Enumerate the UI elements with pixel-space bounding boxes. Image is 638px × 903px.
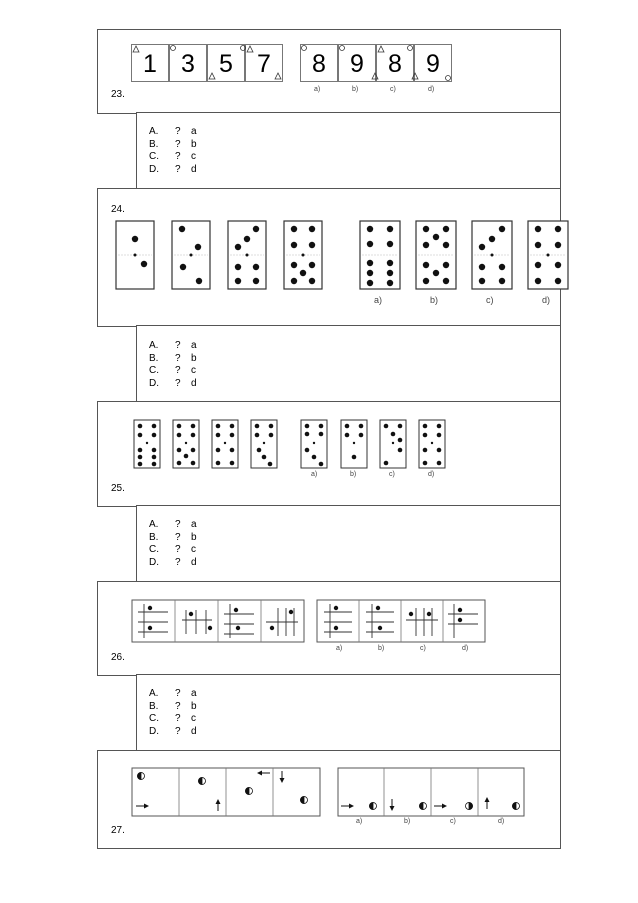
answer-letter: B. bbox=[149, 700, 159, 712]
answer-row-b[interactable] bbox=[149, 353, 201, 366]
answer-letter: B. bbox=[149, 352, 159, 364]
answer-letter: C. bbox=[149, 151, 159, 162]
q23-label-b: b) bbox=[352, 86, 359, 93]
question-24-box bbox=[97, 188, 561, 327]
question-number: 23. bbox=[111, 89, 125, 100]
answer-row-d[interactable] bbox=[149, 164, 201, 177]
answer-row-c[interactable] bbox=[149, 544, 201, 557]
answer-letter: C. bbox=[149, 544, 159, 555]
answer-row-b[interactable] bbox=[149, 532, 201, 545]
q27-label-b: b) bbox=[404, 818, 411, 825]
answer-options bbox=[149, 688, 201, 738]
question-27-box bbox=[97, 750, 561, 849]
answer-row-d[interactable] bbox=[149, 726, 201, 739]
q24-label-d: d) bbox=[542, 295, 551, 305]
answer-letter: A. bbox=[149, 340, 159, 351]
answer-mark: ? bbox=[175, 352, 181, 364]
q26-label-c: c) bbox=[420, 645, 426, 652]
answer-value: a bbox=[191, 126, 197, 137]
q23-option-a[interactable]: 8 bbox=[300, 44, 338, 82]
answer-letter: D. bbox=[149, 377, 159, 389]
q23-digit: 7 bbox=[245, 44, 283, 82]
answer-mark: ? bbox=[175, 377, 181, 389]
answer-letter: D. bbox=[149, 725, 159, 737]
answer-letter: B. bbox=[149, 531, 159, 543]
question-number: 27. bbox=[111, 825, 125, 836]
q26-label-d: d) bbox=[462, 645, 469, 652]
answer-letter: A. bbox=[149, 519, 159, 530]
q25-label-b: b) bbox=[350, 471, 357, 478]
answer-mark: ? bbox=[175, 531, 181, 543]
q25-label-c: c) bbox=[389, 471, 395, 478]
answer-value: a bbox=[191, 519, 197, 530]
q25-label-d: d) bbox=[428, 471, 435, 478]
question-number: 24. bbox=[111, 204, 125, 215]
answer-value: d bbox=[191, 377, 197, 389]
q26-label-a: a) bbox=[336, 645, 343, 652]
answer-value: d bbox=[191, 725, 197, 737]
q24-domino-figure bbox=[98, 189, 560, 326]
answer-mark: ? bbox=[175, 151, 181, 162]
answer-row-a[interactable] bbox=[149, 519, 201, 532]
q23-corner-marks bbox=[131, 44, 283, 82]
q23-digit: 3 bbox=[169, 44, 207, 82]
answer-row-a[interactable] bbox=[149, 340, 201, 353]
question-26-box bbox=[97, 581, 561, 676]
question-23-box bbox=[97, 29, 561, 114]
answer-options bbox=[149, 126, 201, 176]
answer-row-c[interactable] bbox=[149, 365, 201, 378]
answer-row-c[interactable] bbox=[149, 151, 201, 164]
answer-letter: D. bbox=[149, 556, 159, 568]
answer-letter: A. bbox=[149, 126, 159, 137]
question-number: 25. bbox=[111, 483, 125, 494]
q23-label-c: c) bbox=[390, 86, 396, 93]
answer-value: c bbox=[191, 151, 196, 162]
answer-value: d bbox=[191, 556, 197, 568]
q26-line-pattern-figure bbox=[98, 582, 560, 675]
answer-row-a[interactable] bbox=[149, 688, 201, 701]
q27-label-d: d) bbox=[498, 818, 505, 825]
answer-value: c bbox=[191, 713, 196, 724]
answer-mark: ? bbox=[175, 544, 181, 555]
answer-mark: ? bbox=[175, 556, 181, 568]
q23-label-a: a) bbox=[314, 86, 321, 93]
q23-digit: 5 bbox=[207, 44, 245, 82]
answer-options bbox=[149, 340, 201, 390]
question-number: 26. bbox=[111, 652, 125, 663]
answer-box-24 bbox=[136, 325, 561, 403]
answer-mark: ? bbox=[175, 713, 181, 724]
q26-label-b: b) bbox=[378, 645, 385, 652]
answer-letter: B. bbox=[149, 138, 159, 150]
answer-box-26 bbox=[136, 674, 561, 752]
answer-value: a bbox=[191, 340, 197, 351]
answer-mark: ? bbox=[175, 138, 181, 150]
answer-value: c bbox=[191, 365, 196, 376]
q27-arrow-circle-figure bbox=[98, 751, 560, 848]
answer-row-c[interactable] bbox=[149, 713, 201, 726]
q23-option-d[interactable]: 9 bbox=[414, 44, 452, 82]
answer-value: b bbox=[191, 700, 197, 712]
q25-label-a: a) bbox=[311, 471, 318, 478]
answer-value: b bbox=[191, 531, 197, 543]
q24-label-a: a) bbox=[374, 295, 383, 305]
answer-mark: ? bbox=[175, 688, 181, 699]
answer-value: d bbox=[191, 163, 197, 175]
answer-mark: ? bbox=[175, 700, 181, 712]
question-25-box bbox=[97, 401, 561, 507]
answer-row-d[interactable] bbox=[149, 557, 201, 570]
q23-digit: 1 bbox=[131, 44, 169, 82]
q23-label-d: d) bbox=[428, 86, 435, 93]
answer-value: b bbox=[191, 138, 197, 150]
q23-option-corner-marks bbox=[300, 44, 452, 82]
answer-mark: ? bbox=[175, 126, 181, 137]
answer-mark: ? bbox=[175, 340, 181, 351]
answer-row-d[interactable] bbox=[149, 378, 201, 391]
answer-box-25 bbox=[136, 505, 561, 583]
answer-row-b[interactable] bbox=[149, 701, 201, 714]
q27-label-a: a) bbox=[356, 818, 363, 825]
q23-options bbox=[300, 44, 452, 93]
q23-option-c[interactable]: 8 bbox=[376, 44, 414, 82]
q24-label-b: b) bbox=[430, 295, 439, 305]
q23-option-b[interactable]: 9 bbox=[338, 44, 376, 82]
answer-mark: ? bbox=[175, 519, 181, 530]
answer-letter: A. bbox=[149, 688, 159, 699]
answer-row-b[interactable] bbox=[149, 139, 201, 152]
answer-mark: ? bbox=[175, 163, 181, 175]
answer-mark: ? bbox=[175, 365, 181, 376]
answer-value: c bbox=[191, 544, 196, 555]
answer-value: b bbox=[191, 352, 197, 364]
answer-letter: D. bbox=[149, 163, 159, 175]
answer-box-23 bbox=[136, 112, 561, 190]
answer-value: a bbox=[191, 688, 197, 699]
answer-options bbox=[149, 519, 201, 569]
answer-mark: ? bbox=[175, 725, 181, 737]
q23-sequence bbox=[131, 44, 283, 82]
q27-label-c: c) bbox=[450, 818, 456, 825]
answer-letter: C. bbox=[149, 713, 159, 724]
answer-letter: C. bbox=[149, 365, 159, 376]
q25-domino-figure bbox=[98, 402, 560, 506]
q24-label-c: c) bbox=[486, 295, 494, 305]
answer-row-a[interactable] bbox=[149, 126, 201, 139]
